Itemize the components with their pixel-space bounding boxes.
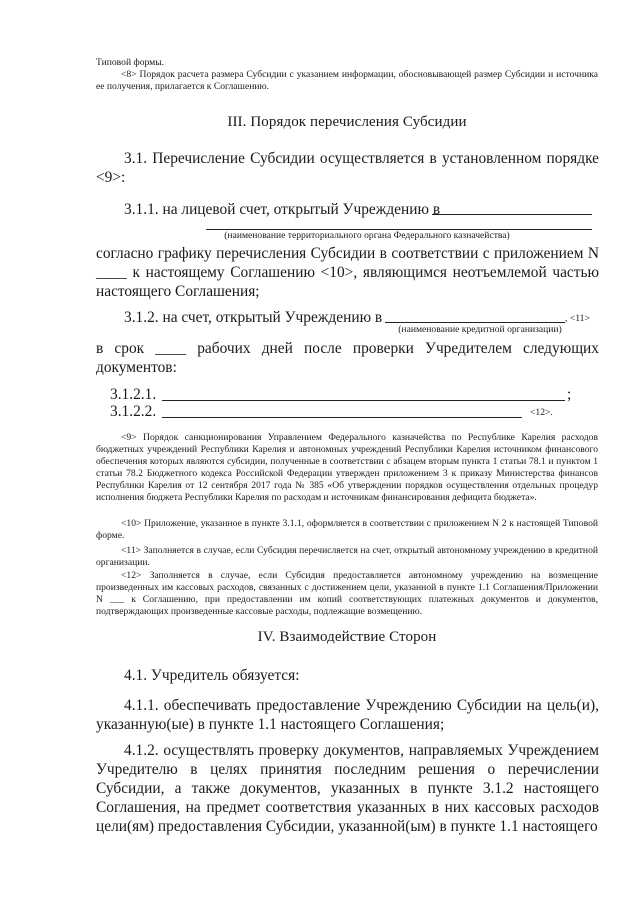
top-footnote-line: Типовой формы. — [96, 57, 165, 68]
item-3-1-2-1-label: 3.1.2.1. — [110, 386, 157, 403]
footnote-9: <9> Порядок санкционирования Управлением Федерального казначейства по Республике Карелия расходов бюджетных учреждений Республики Карелия и автономных учреждений Республики Карелия источником финансового обеспечения которых являются субсидии, полученные в соответствии с абзацем вторым пункта 1 статьи 78.1 и пунктом 1 статьи 78.2 Бюджетного кодекса Российской Федерации утвержден приложением 3 к приказу Министерства финансов Республики Карелия от 12 сентября 2017 года № 385 «Об утверждении порядков осуществления отдельных процедур исполнения бюджета Республики Карелия по расходам и источникам финансирования дефицита бюджета». — [96, 432, 598, 503]
item-3-1-2-2-end: <12>. — [530, 407, 553, 418]
item-3-1-2-1-end: ; — [567, 386, 572, 403]
footnote-8: <8> Порядок расчета размера Субсидии с указанием информации, обосновывающей размер Субсидии и источника ее получения, прилагается к Соглашению. — [96, 69, 598, 92]
paragraph-3-1-2-continuation: в срок ____ рабочих дней после проверки Учредителем следующих документов: — [96, 340, 599, 376]
footnote-ref-11: , <11> — [565, 313, 590, 324]
blank-line-treasury — [432, 214, 592, 215]
item-3-1-2-2-blank — [162, 417, 522, 418]
footnote-10: <10> Приложение, указанное в пункте 3.1.1, оформляется в соответствии с приложением N 2 к настоящей Типовой форме. — [96, 518, 598, 541]
section-3-heading: III. Порядок перечисления Субсидии — [227, 114, 467, 130]
paragraph-4-1-1: 4.1.1. обеспечивать предоставление Учреждению Субсидии на цель(и), указанную(ые) в пункте 1.1 настоящего Соглашения; — [96, 697, 599, 733]
caption-credit-org: (наименование кредитной организации) — [398, 324, 562, 335]
item-3-1-2-2-label: 3.1.2.2. — [110, 403, 157, 420]
paragraph-3-1-1-lead: 3.1.1. на лицевой счет, открытый Учреждению в — [124, 201, 441, 218]
paragraph-4-1: 4.1. Учредитель обязуется: — [124, 667, 300, 684]
paragraph-4-1-2: 4.1.2. осуществлять проверку документов, направляемых Учреждением Учредителю в целях принятия последним решения о перечислении Субсидии, а также документов, указанных в пункте 3.1.2 настоящего Соглашения, на предмет соответствия указанных в них кассовых расходов цели(ям) предоставления Субсидии, указанной(ым) в пункте 1.1 настоящего — [96, 742, 599, 835]
caption-treasury: (наименование территориального органа Федерального казначейства) — [224, 230, 510, 241]
blank-line-credit-org — [385, 322, 565, 323]
section-4-heading: IV. Взаимодействие Сторон — [257, 629, 437, 645]
footnote-11: <11> Заполняется в случае, если Субсидия перечисляется на счет, открытый автономному учреждению в кредитной организации. — [96, 545, 598, 568]
paragraph-3-1: 3.1. Перечисление Субсидии осуществляется в установленном порядке <9>: — [96, 150, 599, 186]
paragraph-3-1-1-continuation: согласно графику перечисления Субсидии в соответствии с приложением N ____ к настоящему Соглашению <10>, являющимся неотъемлемой частью настоящего Соглашения; — [96, 245, 599, 300]
item-3-1-2-1-blank — [162, 400, 565, 401]
paragraph-3-1-2-lead: 3.1.2. на счет, открытый Учреждению в — [124, 309, 383, 326]
footnote-12: <12> Заполняется в случае, если Субсидия предоставляется автономному учреждению на возмещение произведенных им кассовых расходов, связанных с достижением цели, указанной в пункте 1.1 Соглашения/Приложении N ___ к Соглашению, при предоставлении им копий соответствующих платежных документов и документов, подтверждающих произведенные кассовые расходы, подлежащие возмещению. — [96, 570, 598, 617]
